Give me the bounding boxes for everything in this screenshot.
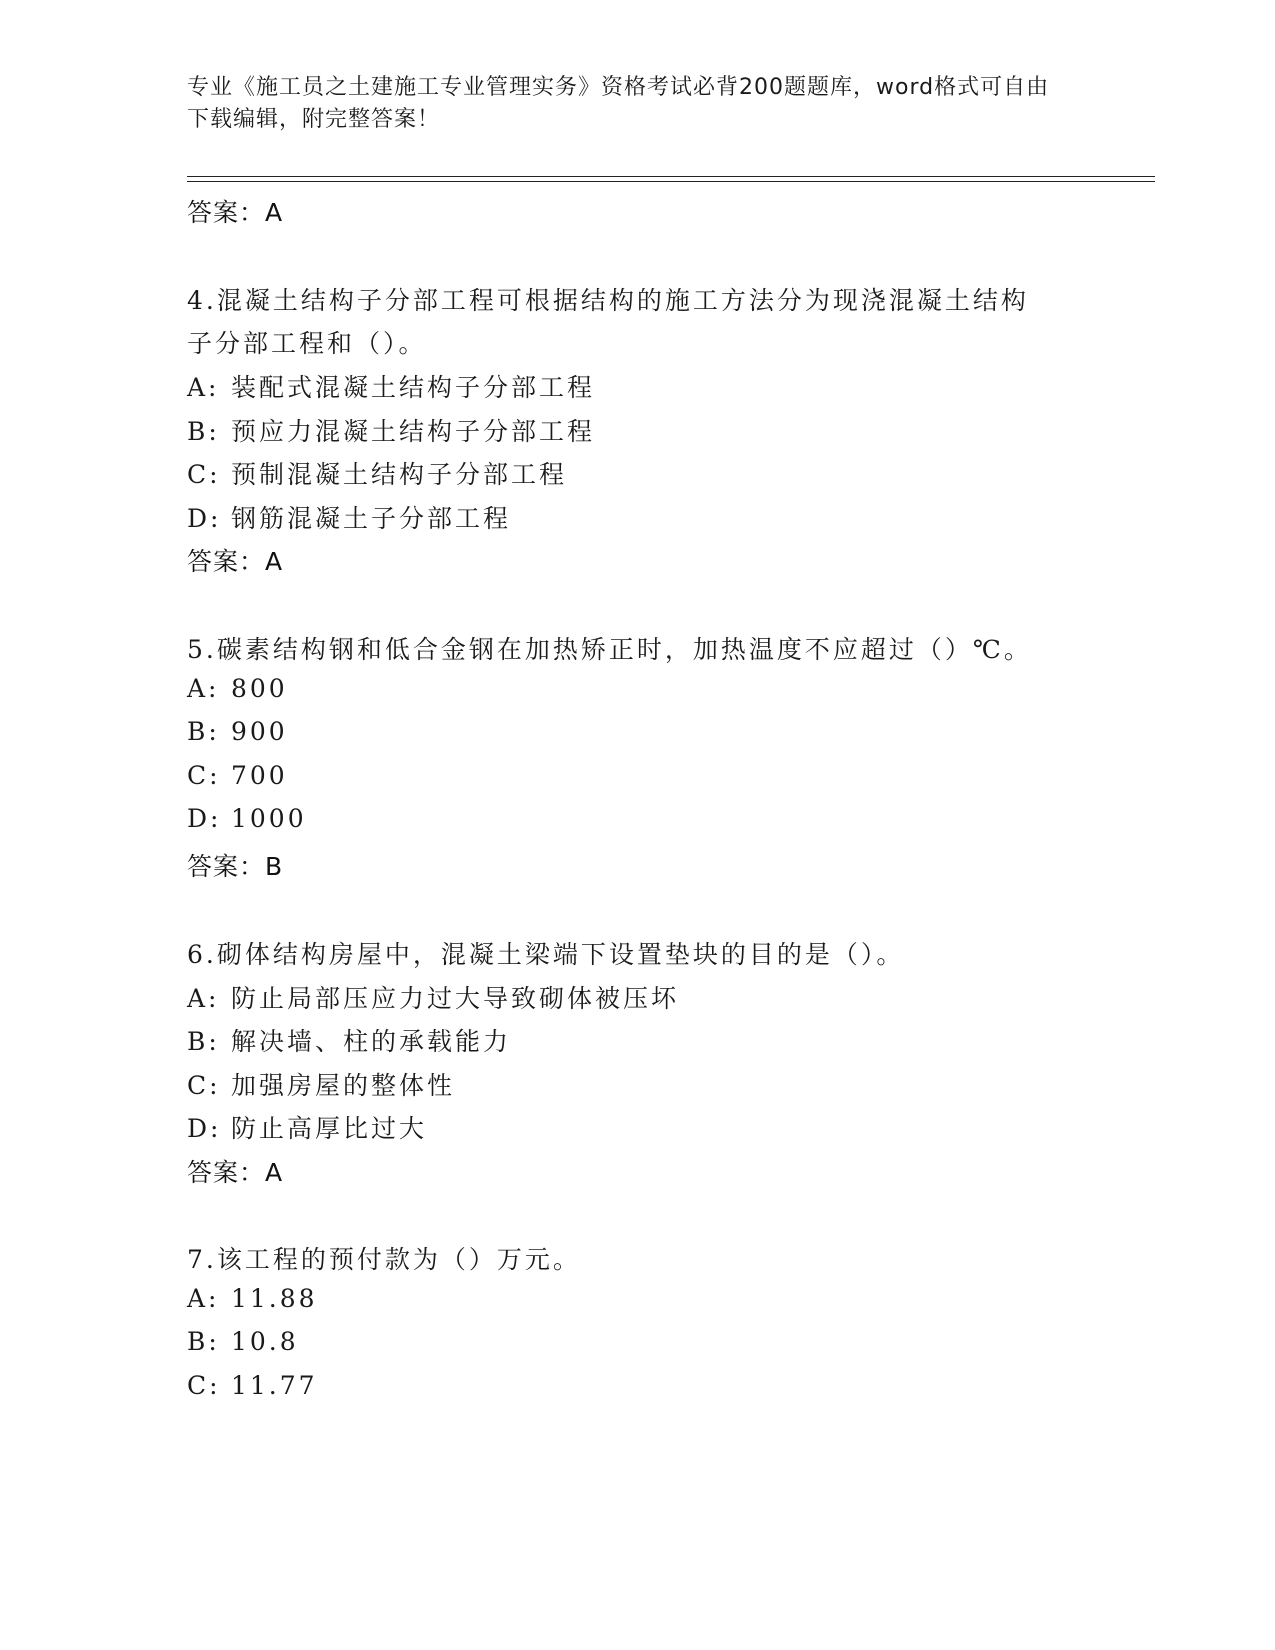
option-key: B: xyxy=(187,1327,220,1356)
option-text: 11.77 xyxy=(231,1371,318,1400)
option-text: 1000 xyxy=(231,804,307,833)
question-4-option-b xyxy=(187,412,595,448)
option-text: 防止局部压应力过大导致砌体被压坏 xyxy=(231,984,680,1013)
option-key: D: xyxy=(187,804,222,833)
question-5-text: 5.碳素结构钢和低合金钢在加热矫正时，加热温度不应超过（）℃。 xyxy=(187,635,1032,664)
option-key: C: xyxy=(187,1071,221,1100)
option-text: 900 xyxy=(231,717,288,746)
option-text: 解决墙、柱的承载能力 xyxy=(231,1027,512,1056)
option-text: 装配式混凝土结构子分部工程 xyxy=(231,373,596,402)
previous-answer: 答案：A xyxy=(187,198,284,227)
option-key: B: xyxy=(187,417,220,446)
header-divider-bottom xyxy=(187,181,1155,182)
question-5-option-c xyxy=(187,761,288,790)
option-key: D: xyxy=(187,504,222,533)
option-text: 10.8 xyxy=(231,1327,299,1356)
question-7-option-b xyxy=(187,1327,299,1356)
option-key: C: xyxy=(187,761,221,790)
question-6-option-d xyxy=(187,1109,427,1145)
question-6-option-b xyxy=(187,1022,511,1058)
option-key: C: xyxy=(187,1371,221,1400)
question-6-option-a xyxy=(187,979,679,1015)
option-key: B: xyxy=(187,1027,220,1056)
header-divider-top xyxy=(187,176,1155,177)
question-7-option-a xyxy=(187,1284,318,1313)
question-7-option-c xyxy=(187,1371,318,1400)
option-text: 700 xyxy=(231,761,288,790)
question-6-text: 6.砌体结构房屋中，混凝土梁端下设置垫块的目的是（）。 xyxy=(187,940,905,969)
option-key: A: xyxy=(187,674,220,703)
option-text: 11.88 xyxy=(231,1284,318,1313)
question-4-option-d xyxy=(187,499,511,535)
option-text: 预应力混凝土结构子分部工程 xyxy=(231,417,596,446)
question-5-answer: 答案：B xyxy=(187,852,284,881)
question-6-option-c xyxy=(187,1066,455,1102)
option-text: 加强房屋的整体性 xyxy=(231,1071,456,1100)
option-key: C: xyxy=(187,460,221,489)
option-text: 800 xyxy=(231,674,288,703)
option-key: A: xyxy=(187,984,220,1013)
option-text: 防止高厚比过大 xyxy=(231,1114,428,1143)
option-text: 预制混凝土结构子分部工程 xyxy=(231,460,568,489)
option-key: A: xyxy=(187,373,220,402)
question-6-answer: 答案：A xyxy=(187,1158,284,1187)
question-5-option-b xyxy=(187,717,288,746)
question-4-option-c xyxy=(187,455,567,491)
question-5-option-a xyxy=(187,674,288,703)
question-7-text: 7.该工程的预付款为（）万元。 xyxy=(187,1245,581,1274)
option-key: B: xyxy=(187,717,220,746)
question-4-text-line1: 4.混凝土结构子分部工程可根据结构的施工方法分为现浇混凝土结构 xyxy=(187,286,1029,315)
document-header: 专业《施工员之土建施工专业管理实务》资格考试必背200题题库，word格式可自由下载编辑，附完整答案！ xyxy=(187,75,1050,132)
question-5-option-d xyxy=(187,804,307,833)
question-4-answer: 答案：A xyxy=(187,547,284,576)
question-4-option-a xyxy=(187,368,595,404)
option-key: A: xyxy=(187,1284,220,1313)
option-text: 钢筋混凝土子分部工程 xyxy=(231,504,512,533)
option-key: D: xyxy=(187,1114,222,1143)
question-4-text-line2: 子分部工程和（）。 xyxy=(187,329,427,358)
